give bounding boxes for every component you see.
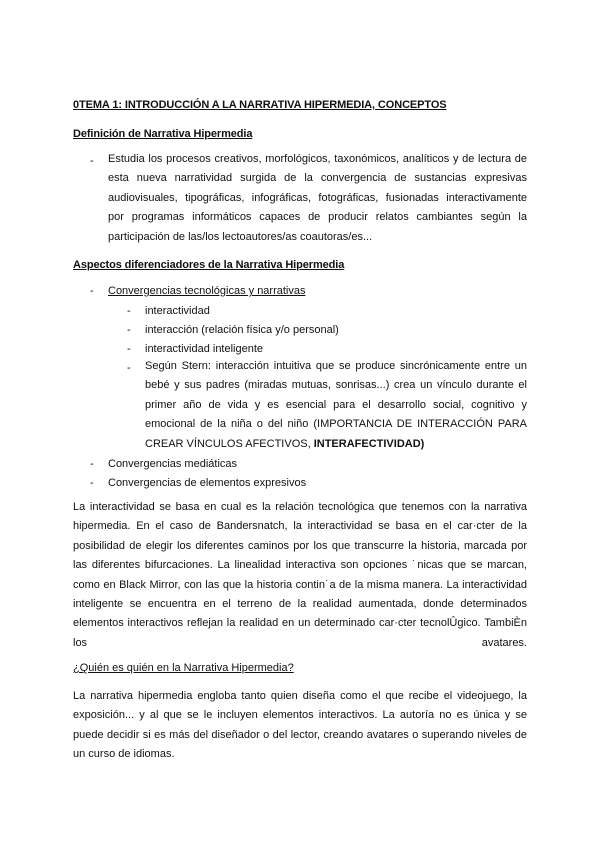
sub-item-interactividad-inteligente: interactividad inteligente — [145, 343, 264, 355]
text-line: como en Black Mirror, con las que la historia contin˙a de la misma manera. La interactividad — [73, 578, 527, 591]
text-line: Estudia los procesos creativos, morfológicos, taxonómicos, analíticos y de lectura de — [108, 153, 527, 165]
stern-line-5-bold: INTERAFECTIVIDAD) — [313, 437, 425, 450]
list-item-convergencias-elementos: Convergencias de elementos expresivos — [108, 477, 307, 489]
text-line: participación de las/los lectoautores/as coautoras/es... — [108, 230, 373, 243]
list-item-convergencias-tecnologicas: Convergencias tecnológicas y narrativas — [108, 285, 306, 297]
text-line: exposición... y al que se le incluyen elementos interactivos. La autoría no es única y se — [73, 709, 527, 722]
text-line: los avatares. — [73, 636, 527, 649]
definition-bullet — [108, 150, 527, 247]
text-line: hipermedia. En el caso de Bandersnatch, la interactividad se basa en el car·cter de la — [73, 520, 527, 533]
bullet-dash: - — [127, 362, 131, 374]
text-line: por programas informáticos capaces de producir relatos cambiantes según la — [108, 211, 527, 224]
text-line: elementos interactivos reflejan la realidad en un determinado car·cter tecnolÛgico. TambiÈn — [73, 617, 527, 630]
text-line: audiovisuales, tipográficas, infográficas, fotográficas, fusionadas interactivamente — [108, 191, 527, 204]
paragraph-interactividad — [73, 498, 527, 673]
sub-item-interactividad: interactividad — [145, 305, 210, 317]
text-line: posibilidad de elegir los diferentes caminos por los que transcurre la historia, marcada por — [73, 539, 527, 552]
bullet-dash: - — [90, 477, 94, 489]
text-line: emocional de la niña o del niño (IMPORTANCIA DE INTERACCIÓN PARA — [145, 418, 527, 431]
bullet-dash: - — [127, 305, 131, 317]
bullet-dash: - — [127, 343, 131, 355]
bullet-dash: - — [90, 155, 94, 167]
sub-item-stern — [145, 357, 527, 454]
text-line: las diferentes bifurcaciones. La linealidad interactiva son opciones ˙nicas que se marcan, — [73, 559, 527, 572]
text-line: Según Stern: interacción intuitiva que se produce sincrónicamente entre un — [145, 360, 527, 372]
text-line: un curso de idiomas. — [73, 748, 175, 761]
text-line: La interactividad se basa en cual es la relación tecnológica que tenemos con la narrativa — [73, 501, 527, 513]
bullet-dash: - — [127, 324, 131, 336]
heading-quien-es-quien: ¿Quién es quién en la Narrativa Hipermedia? — [73, 662, 294, 674]
sub-item-interaccion: interacción (relación física y/o personal) — [145, 324, 339, 336]
bullet-dash: - — [90, 285, 94, 297]
paragraph-narrativa — [73, 687, 527, 765]
text-line: La narrativa hipermedia engloba tanto quien diseña como el que recibe el videojuego, la — [73, 690, 527, 702]
text-line: esta nueva narratividad surgida de la convergencia de sustancias expresivas — [108, 172, 527, 185]
text-line: primer año de vida y es esencial para el desarrollo social, cognitivo y — [145, 398, 527, 411]
bullet-dash: - — [90, 458, 94, 470]
document-title: 0TEMA 1: INTRODUCCIÓN A LA NARRATIVA HIPERMEDIA, CONCEPTOS — [73, 99, 447, 111]
text-line: inteligente se encuentra en el terreno de la realidad aumentada, donde determinados — [73, 597, 527, 610]
heading-aspectos: Aspectos diferenciadores de la Narrativa Hipermedia — [73, 259, 345, 271]
heading-definicion: Definición de Narrativa Hipermedia — [73, 128, 253, 140]
list-item-convergencias-mediaticas: Convergencias mediáticas — [108, 458, 238, 470]
stern-line-5-text: CREAR VÍNCULOS AFECTIVOS, — [145, 437, 314, 450]
text-line: puede decidir si es más del diseñador o del lector, creando avatares o superando niveles de — [73, 728, 527, 741]
text-line — [145, 435, 527, 454]
text-line: bebé y sus padres (miradas mutuas, sonrisas...) crea un vínculo durante el — [145, 379, 527, 392]
